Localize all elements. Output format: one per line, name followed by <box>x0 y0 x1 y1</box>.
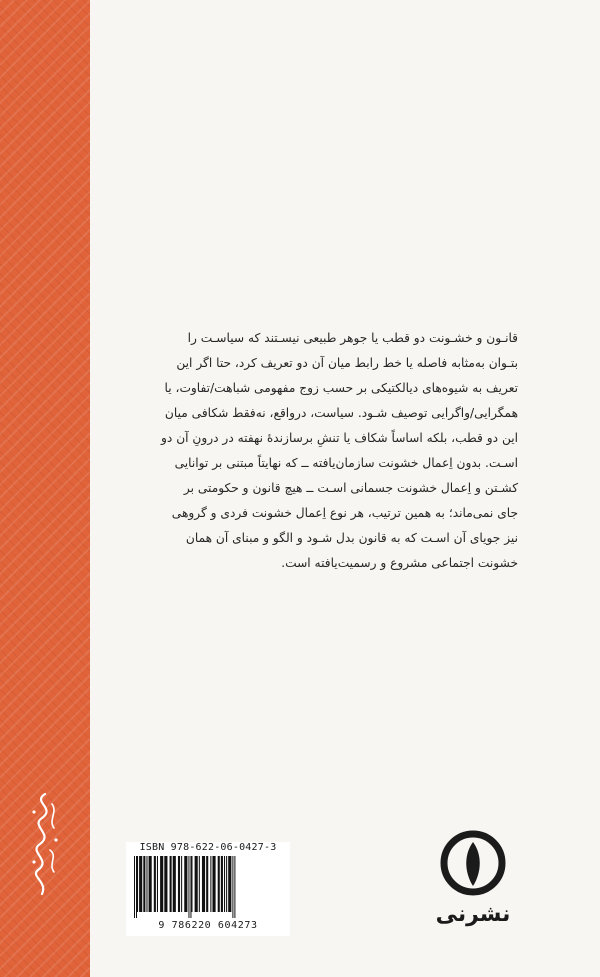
barcode-bar <box>143 856 145 912</box>
barcode-bar <box>210 856 211 912</box>
barcode-bar <box>195 856 198 912</box>
barcode-bar <box>146 856 147 912</box>
barcode-bar <box>221 856 223 912</box>
blurb-line: بتـوان به‌مثابه فاصله یا خط رابط میان آن دو تعریف کرد، حتا اگر این <box>176 356 518 370</box>
barcode-bar <box>157 856 158 912</box>
barcode-bar <box>181 856 182 912</box>
barcode-bar <box>234 856 235 918</box>
blurb-line: کشـتن و اِعمال خشونت جسمانی اسـت ــ هیچ قانون و حکومتی بر <box>183 481 518 495</box>
publisher-name: نشرنی <box>435 902 511 927</box>
back-cover-blurb <box>118 326 518 576</box>
barcode-bar <box>173 856 176 912</box>
barcode-bar <box>218 856 220 912</box>
barcode-bar <box>137 856 138 912</box>
blurb-line: قانـون و خشـونت دو قطب یا جوهر طبیعی نیسـتند که سیاسـت را <box>187 331 518 345</box>
ney-reed-logo-icon <box>438 828 508 898</box>
blurb-line: نیز جویای آن اسـت که به قانون بدل شـود و الگو و مبنای آن همان <box>185 531 518 545</box>
barcode-bar <box>134 856 135 918</box>
publisher-block <box>430 828 516 940</box>
barcode-bar <box>202 856 205 912</box>
blurb-line: تعریف به شیوه‌های دیالکتیکی بر حسب زوج مفهومی شباهت/تفاوت، یا <box>164 381 518 395</box>
barcode-bar <box>199 856 200 912</box>
cover-spine-strip <box>0 0 90 977</box>
barcode-bar <box>154 856 156 912</box>
barcode-bar <box>139 856 142 912</box>
barcode-bar <box>164 856 167 912</box>
barcode-bars <box>132 856 284 918</box>
barcode-bar <box>232 856 233 918</box>
barcode-bar <box>136 856 137 918</box>
calligraphy-signature-icon <box>22 790 68 900</box>
barcode-bar <box>228 856 231 912</box>
blurb-line: این دو قطب، بلکه اساساً شکاف یا تنشِ برسازندهٔ نهفته در درونِ آن دو <box>161 431 518 445</box>
barcode-bar <box>170 856 172 912</box>
blurb-line: اسـت. بدون اِعمال خشونت سازمان‌یافته ــ که نهایتاً مبتنی بر توانایی <box>174 456 518 470</box>
barcode-digits: 9 786220 604273 <box>158 920 258 931</box>
barcode-bar <box>206 856 208 912</box>
blurb-line: همگرایی/واگرایی توصیف شـود. سیاست، درواقع، نه‌فقط شکافی میان <box>164 406 518 420</box>
barcode-bar <box>224 856 225 912</box>
barcode-bar <box>226 856 227 912</box>
barcode-bar <box>190 856 191 918</box>
barcode-bar <box>149 856 152 912</box>
blurb-line: جای نمی‌ماند؛ به همین ترتیب، هر نوع اِعمال خشونت فردی و گروهی <box>171 506 518 520</box>
barcode-bar <box>212 856 215 912</box>
isbn-label: ISBN 978-622-06-0427-3 <box>139 842 277 853</box>
blurb-line: خشونت اجتماعی مشروع و رسمیت‌یافته است. <box>281 556 518 570</box>
barcode-bar <box>191 856 192 912</box>
barcode-bar <box>188 856 189 918</box>
barcode-bar <box>160 856 163 912</box>
isbn-barcode <box>126 842 290 936</box>
barcode-bar <box>178 856 180 912</box>
barcode-bar <box>184 856 187 912</box>
